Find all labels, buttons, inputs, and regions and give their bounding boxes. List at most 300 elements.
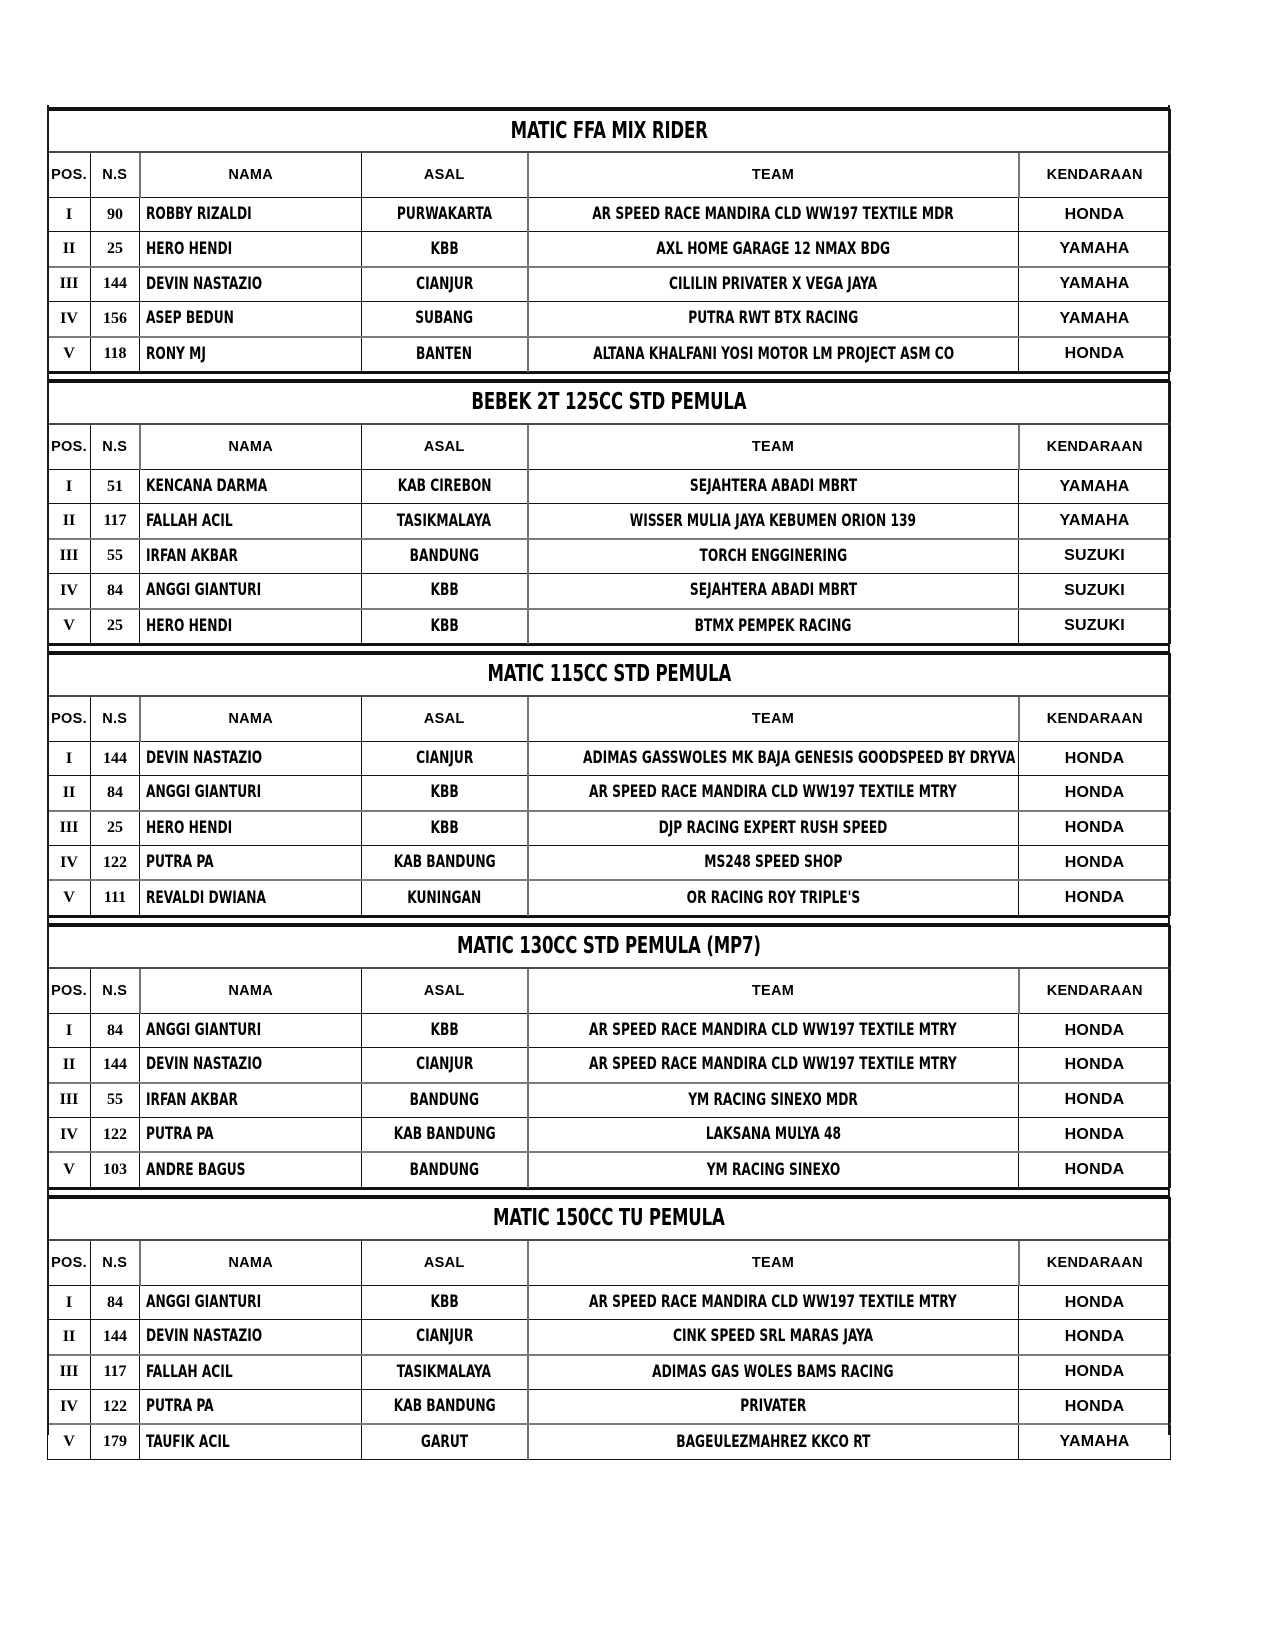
cell-name-text: PUTRA PA xyxy=(146,1124,214,1145)
section-spacer xyxy=(47,1188,1170,1197)
cell-start-number: 51 xyxy=(91,469,140,503)
cell-vehicle: HONDA xyxy=(1019,741,1171,775)
table-row xyxy=(48,776,1171,811)
cell-vehicle: HONDA xyxy=(1019,776,1171,811)
column-header-ns: N.S xyxy=(91,152,140,198)
cell-vehicle: HONDA xyxy=(1019,1285,1171,1319)
table-row xyxy=(48,1320,1171,1355)
table-row xyxy=(48,1083,1171,1118)
section-table-4 xyxy=(47,925,1171,1188)
table-row xyxy=(48,1355,1171,1390)
table-row xyxy=(48,741,1171,775)
section-title-cell xyxy=(48,382,1171,424)
section-spacer-bar xyxy=(47,916,1170,925)
cell-vehicle: HONDA xyxy=(1019,880,1171,915)
cell-team xyxy=(528,846,1019,881)
section-title-cell xyxy=(48,926,1171,968)
cell-team-text: TORCH ENGGINERING xyxy=(699,545,848,566)
cell-name-text: PUTRA PA xyxy=(146,1396,214,1417)
cell-name-text: ANGGI GIANTURI xyxy=(146,1292,262,1312)
cell-team xyxy=(528,1013,1019,1047)
table-row xyxy=(48,1389,1171,1424)
cell-team xyxy=(528,1118,1019,1153)
section-title: MATIC 130CC STD PEMULA (MP7) xyxy=(457,933,761,960)
cell-name xyxy=(140,198,362,232)
cell-name xyxy=(140,1285,362,1319)
table-row xyxy=(48,469,1171,503)
cell-team-text: AR SPEED RACE MANDIRA CLD WW197 TEXTILE MTRY xyxy=(589,1054,958,1075)
column-header-kendaraan: KENDARAAN xyxy=(1019,424,1171,470)
column-header-ns: N.S xyxy=(91,424,140,470)
cell-team-text: AR SPEED RACE MANDIRA CLD WW197 TEXTILE MTRY xyxy=(589,1292,958,1312)
cell-origin xyxy=(362,337,528,372)
column-header-ns: N.S xyxy=(91,968,140,1014)
cell-vehicle: HONDA xyxy=(1019,1118,1171,1153)
cell-name-text: FALLAH ACIL xyxy=(146,1361,233,1382)
results-sheet xyxy=(47,100,1170,1460)
column-header-row xyxy=(48,696,1171,742)
cell-position: IV xyxy=(48,1389,91,1424)
cell-name-text: PUTRA PA xyxy=(146,852,214,873)
section-spacer-bar xyxy=(47,372,1170,381)
table-row xyxy=(48,1285,1171,1319)
cell-origin xyxy=(362,1048,528,1083)
cell-start-number: 156 xyxy=(91,302,140,337)
column-header-kendaraan: KENDARAAN xyxy=(1019,152,1171,198)
column-header-team: TEAM xyxy=(528,424,1019,470)
table-row xyxy=(48,232,1171,267)
cell-team-text: PRIVATER xyxy=(740,1396,807,1417)
column-header-ns: N.S xyxy=(91,1240,140,1286)
cell-origin xyxy=(362,1083,528,1118)
column-header-asal: ASAL xyxy=(362,152,528,198)
cell-origin xyxy=(362,741,528,775)
cell-origin xyxy=(362,1285,528,1319)
section-title-cell xyxy=(48,110,1171,152)
column-header-pos: POS. xyxy=(48,424,91,470)
section-spacer-bar xyxy=(47,100,1170,109)
cell-vehicle: YAMAHA xyxy=(1019,469,1171,503)
column-header-row xyxy=(48,424,1171,470)
cell-origin-text: KAB BANDUNG xyxy=(393,852,496,873)
column-header-row xyxy=(48,152,1171,198)
cell-origin xyxy=(362,469,528,503)
column-header-kendaraan: KENDARAAN xyxy=(1019,696,1171,742)
cell-start-number: 144 xyxy=(91,741,140,775)
cell-team-text: LAKSANA MULYA 48 xyxy=(705,1124,841,1145)
cell-team xyxy=(528,469,1019,503)
cell-name xyxy=(140,1389,362,1424)
cell-start-number: 122 xyxy=(91,1118,140,1153)
cell-position: I xyxy=(48,1013,91,1047)
table-row xyxy=(48,811,1171,846)
section-spacer xyxy=(47,916,1170,925)
cell-team xyxy=(528,880,1019,915)
cell-start-number: 25 xyxy=(91,609,140,644)
cell-origin-text: BANDUNG xyxy=(409,1159,479,1180)
cell-origin xyxy=(362,609,528,644)
cell-team-text: MS248 SPEED SHOP xyxy=(704,852,843,873)
cell-start-number: 84 xyxy=(91,1013,140,1047)
cell-origin-text: KAB BANDUNG xyxy=(393,1124,496,1145)
section-title: MATIC 115CC STD PEMULA xyxy=(487,661,731,688)
cell-position: I xyxy=(48,741,91,775)
cell-position: V xyxy=(48,880,91,915)
cell-team-text: CILILIN PRIVATER X VEGA JAYA xyxy=(669,273,878,294)
section-spacer xyxy=(47,372,1170,381)
cell-position: III xyxy=(48,1355,91,1390)
cell-start-number: 111 xyxy=(91,880,140,915)
cell-name-text: DEVIN NASTAZIO xyxy=(146,1054,263,1075)
cell-team-text: SEJAHTERA ABADI MBRT xyxy=(689,580,857,601)
column-header-team: TEAM xyxy=(528,152,1019,198)
cell-name-text: ANGGI GIANTURI xyxy=(146,1020,262,1041)
cell-vehicle: SUZUKI xyxy=(1019,574,1171,609)
cell-origin-text: KAB BANDUNG xyxy=(393,1396,496,1417)
cell-team xyxy=(528,302,1019,337)
cell-origin xyxy=(362,880,528,915)
cell-origin-text: CIANJUR xyxy=(415,1054,473,1075)
cell-start-number: 144 xyxy=(91,1048,140,1083)
section-title-cell xyxy=(48,1198,1171,1240)
cell-origin-text: CIANJUR xyxy=(415,273,473,294)
cell-team-text: WISSER MULIA JAYA KEBUMEN ORION 139 xyxy=(630,510,917,531)
cell-vehicle: YAMAHA xyxy=(1019,504,1171,539)
cell-origin-text: BANTEN xyxy=(416,343,473,364)
cell-name-text: REVALDI DWIANA xyxy=(146,887,266,908)
cell-name-text: IRFAN AKBAR xyxy=(146,1089,238,1110)
cell-start-number: 118 xyxy=(91,337,140,372)
cell-origin-text: KBB xyxy=(430,1292,459,1312)
cell-vehicle: YAMAHA xyxy=(1019,302,1171,337)
column-header-team: TEAM xyxy=(528,696,1019,742)
cell-vehicle: YAMAHA xyxy=(1019,1424,1171,1459)
cell-team-text: OR RACING ROY TRIPLE'S xyxy=(686,887,860,908)
cell-origin xyxy=(362,1013,528,1047)
cell-start-number: 55 xyxy=(91,539,140,574)
cell-name xyxy=(140,302,362,337)
table-row xyxy=(48,337,1171,372)
cell-team xyxy=(528,1152,1019,1187)
cell-position: IV xyxy=(48,574,91,609)
cell-position: IV xyxy=(48,1118,91,1153)
cell-position: II xyxy=(48,1048,91,1083)
cell-start-number: 25 xyxy=(91,811,140,846)
cell-start-number: 122 xyxy=(91,1389,140,1424)
cell-name-text: ANDRE BAGUS xyxy=(146,1159,246,1180)
section-title-cell xyxy=(48,654,1171,696)
table-row xyxy=(48,504,1171,539)
cell-team-text: YM RACING SINEXO xyxy=(706,1159,841,1180)
cell-vehicle: HONDA xyxy=(1019,1048,1171,1083)
cell-name-text: HERO HENDI xyxy=(146,238,233,259)
cell-origin xyxy=(362,811,528,846)
cell-team xyxy=(528,811,1019,846)
cell-start-number: 90 xyxy=(91,198,140,232)
cell-origin-text: KBB xyxy=(430,580,459,601)
cell-position: III xyxy=(48,267,91,302)
cell-origin-text: CIANJUR xyxy=(415,1326,473,1347)
cell-team xyxy=(528,504,1019,539)
cell-team xyxy=(528,574,1019,609)
cell-team-text: AXL HOME GARAGE 12 NMAX BDG xyxy=(656,238,891,259)
cell-team xyxy=(528,1083,1019,1118)
cell-team xyxy=(528,1389,1019,1424)
table-row xyxy=(48,1118,1171,1153)
cell-name xyxy=(140,811,362,846)
column-header-asal: ASAL xyxy=(362,1240,528,1286)
cell-team-text: AR SPEED RACE MANDIRA CLD WW197 TEXTILE MTRY xyxy=(589,1020,958,1041)
cell-position: V xyxy=(48,1152,91,1187)
section-table-5 xyxy=(47,1197,1171,1460)
section-table-3 xyxy=(47,653,1171,916)
cell-origin xyxy=(362,1320,528,1355)
cell-team-text: AR SPEED RACE MANDIRA CLD WW197 TEXTILE MTRY xyxy=(589,782,958,803)
cell-team-text: ALTANA KHALFANI YOSI MOTOR LM PROJECT ASM CO xyxy=(592,343,954,364)
cell-position: I xyxy=(48,198,91,232)
cell-team xyxy=(528,1424,1019,1459)
cell-origin xyxy=(362,302,528,337)
cell-origin-text: KBB xyxy=(430,1020,459,1041)
cell-origin-text: BANDUNG xyxy=(409,1089,479,1110)
table-row xyxy=(48,302,1171,337)
sheet-left-rule xyxy=(47,105,49,1435)
cell-name-text: TAUFIK ACIL xyxy=(146,1431,230,1452)
column-header-nama: NAMA xyxy=(140,1240,362,1286)
cell-name xyxy=(140,1083,362,1118)
cell-position: V xyxy=(48,1424,91,1459)
cell-start-number: 179 xyxy=(91,1424,140,1459)
table-row xyxy=(48,198,1171,232)
cell-origin-text: BANDUNG xyxy=(409,545,479,566)
cell-origin-text: PURWAKARTA xyxy=(396,204,492,225)
cell-team xyxy=(528,741,1019,775)
cell-position: I xyxy=(48,469,91,503)
cell-vehicle: HONDA xyxy=(1019,1083,1171,1118)
column-header-asal: ASAL xyxy=(362,696,528,742)
cell-origin-text: KBB xyxy=(430,615,459,636)
cell-team xyxy=(528,609,1019,644)
cell-position: IV xyxy=(48,302,91,337)
cell-team xyxy=(528,267,1019,302)
cell-name xyxy=(140,846,362,881)
table-row xyxy=(48,574,1171,609)
cell-position: II xyxy=(48,232,91,267)
section-spacer-bar xyxy=(47,1188,1170,1197)
cell-vehicle: HONDA xyxy=(1019,1355,1171,1390)
cell-start-number: 117 xyxy=(91,1355,140,1390)
section-table-1 xyxy=(47,109,1171,372)
cell-origin xyxy=(362,846,528,881)
cell-start-number: 25 xyxy=(91,232,140,267)
column-header-row xyxy=(48,968,1171,1014)
cell-origin xyxy=(362,1389,528,1424)
section-title-row xyxy=(48,382,1171,424)
column-header-nama: NAMA xyxy=(140,424,362,470)
column-header-team: TEAM xyxy=(528,968,1019,1014)
cell-vehicle: HONDA xyxy=(1019,846,1171,881)
cell-team-text: BTMX PEMPEK RACING xyxy=(694,615,852,636)
cell-name xyxy=(140,1355,362,1390)
cell-name xyxy=(140,1118,362,1153)
cell-team-text: YM RACING SINEXO MDR xyxy=(688,1089,859,1110)
cell-origin xyxy=(362,232,528,267)
cell-team xyxy=(528,539,1019,574)
cell-vehicle: HONDA xyxy=(1019,811,1171,846)
cell-origin xyxy=(362,1152,528,1187)
column-header-team: TEAM xyxy=(528,1240,1019,1286)
cell-vehicle: SUZUKI xyxy=(1019,609,1171,644)
cell-position: II xyxy=(48,1320,91,1355)
cell-name xyxy=(140,609,362,644)
column-header-pos: POS. xyxy=(48,1240,91,1286)
cell-position: III xyxy=(48,811,91,846)
cell-team-text: AR SPEED RACE MANDIRA CLD WW197 TEXTILE MDR xyxy=(592,204,954,225)
column-header-ns: N.S xyxy=(91,696,140,742)
cell-name-text: IRFAN AKBAR xyxy=(146,545,238,566)
cell-origin xyxy=(362,1424,528,1459)
cell-position: I xyxy=(48,1285,91,1319)
cell-name xyxy=(140,469,362,503)
cell-name xyxy=(140,539,362,574)
cell-position: V xyxy=(48,337,91,372)
cell-start-number: 84 xyxy=(91,776,140,811)
cell-origin-text: KBB xyxy=(430,817,459,838)
sheet-right-rule xyxy=(1168,105,1170,1435)
cell-position: III xyxy=(48,1083,91,1118)
cell-name-text: ANGGI GIANTURI xyxy=(146,782,262,803)
cell-name-text: HERO HENDI xyxy=(146,817,233,838)
cell-start-number: 103 xyxy=(91,1152,140,1187)
cell-name xyxy=(140,1013,362,1047)
cell-vehicle: HONDA xyxy=(1019,1389,1171,1424)
cell-team-text: SEJAHTERA ABADI MBRT xyxy=(689,476,857,497)
cell-origin-text: TASIKMALAYA xyxy=(397,1361,492,1382)
column-header-asal: ASAL xyxy=(362,968,528,1014)
cell-team xyxy=(528,776,1019,811)
cell-origin-text: KAB CIREBON xyxy=(397,476,492,497)
cell-name xyxy=(140,232,362,267)
cell-name-text: HERO HENDI xyxy=(146,615,233,636)
cell-vehicle: HONDA xyxy=(1019,1320,1171,1355)
cell-name xyxy=(140,337,362,372)
cell-origin-text: SUBANG xyxy=(415,308,474,329)
cell-team-text: CINK SPEED SRL MARAS JAYA xyxy=(673,1326,874,1347)
cell-name-text: KENCANA DARMA xyxy=(146,476,268,497)
section-title: BEBEK 2T 125CC STD PEMULA xyxy=(471,389,747,416)
cell-team-text: BAGEULEZMAHREZ KKCO RT xyxy=(676,1431,871,1452)
cell-origin xyxy=(362,539,528,574)
table-row xyxy=(48,880,1171,915)
cell-name-text: DEVIN NASTAZIO xyxy=(146,1326,263,1347)
section-title-row xyxy=(48,654,1171,696)
section-title-row xyxy=(48,1198,1171,1240)
cell-name xyxy=(140,880,362,915)
section-title: MATIC FFA MIX RIDER xyxy=(510,117,708,144)
cell-start-number: 55 xyxy=(91,1083,140,1118)
section-spacer xyxy=(47,100,1170,109)
cell-origin-text: TASIKMALAYA xyxy=(397,510,492,531)
cell-team-text: DJP RACING EXPERT RUSH SPEED xyxy=(658,817,888,838)
table-row xyxy=(48,1424,1171,1459)
cell-team xyxy=(528,198,1019,232)
cell-origin-text: GARUT xyxy=(420,1431,468,1452)
cell-name xyxy=(140,504,362,539)
table-row xyxy=(48,1013,1171,1047)
cell-vehicle: YAMAHA xyxy=(1019,267,1171,302)
cell-position: III xyxy=(48,539,91,574)
cell-start-number: 144 xyxy=(91,1320,140,1355)
cell-name-text: ROBBY RIZALDI xyxy=(146,204,252,225)
cell-position: II xyxy=(48,504,91,539)
cell-name xyxy=(140,574,362,609)
section-spacer xyxy=(47,644,1170,653)
cell-name-text: FALLAH ACIL xyxy=(146,510,233,531)
table-row xyxy=(48,267,1171,302)
cell-origin xyxy=(362,776,528,811)
cell-vehicle: YAMAHA xyxy=(1019,232,1171,267)
column-header-kendaraan: KENDARAAN xyxy=(1019,1240,1171,1286)
cell-name-text: ANGGI GIANTURI xyxy=(146,580,262,601)
cell-origin-text: KUNINGAN xyxy=(407,887,482,908)
table-row xyxy=(48,609,1171,644)
cell-name-text: DEVIN NASTAZIO xyxy=(146,748,263,769)
cell-start-number: 117 xyxy=(91,504,140,539)
cell-start-number: 84 xyxy=(91,1285,140,1319)
table-row xyxy=(48,846,1171,881)
cell-position: II xyxy=(48,776,91,811)
cell-start-number: 122 xyxy=(91,846,140,881)
cell-name xyxy=(140,1048,362,1083)
column-header-asal: ASAL xyxy=(362,424,528,470)
cell-name-text: RONY MJ xyxy=(146,343,206,364)
column-header-pos: POS. xyxy=(48,968,91,1014)
cell-vehicle: SUZUKI xyxy=(1019,539,1171,574)
cell-name xyxy=(140,1424,362,1459)
section-title-row xyxy=(48,926,1171,968)
cell-name xyxy=(140,776,362,811)
cell-origin-text: CIANJUR xyxy=(415,748,473,769)
cell-origin xyxy=(362,198,528,232)
cell-origin xyxy=(362,504,528,539)
cell-team-text: PUTRA RWT BTX RACING xyxy=(688,308,859,329)
cell-start-number: 84 xyxy=(91,574,140,609)
cell-position: IV xyxy=(48,846,91,881)
cell-team xyxy=(528,1048,1019,1083)
cell-origin-text: KBB xyxy=(430,782,459,803)
cell-vehicle: HONDA xyxy=(1019,1013,1171,1047)
column-header-kendaraan: KENDARAAN xyxy=(1019,968,1171,1014)
cell-origin-text: KBB xyxy=(430,238,459,259)
column-header-nama: NAMA xyxy=(140,696,362,742)
cell-name xyxy=(140,267,362,302)
cell-origin xyxy=(362,267,528,302)
cell-vehicle: HONDA xyxy=(1019,198,1171,232)
table-row xyxy=(48,1152,1171,1187)
cell-start-number: 144 xyxy=(91,267,140,302)
cell-origin xyxy=(362,1355,528,1390)
cell-team-text: ADIMAS GAS WOLES BAMS RACING xyxy=(652,1361,894,1382)
cell-team xyxy=(528,1355,1019,1390)
cell-team xyxy=(528,232,1019,267)
cell-origin xyxy=(362,574,528,609)
table-row xyxy=(48,1048,1171,1083)
cell-name xyxy=(140,741,362,775)
section-spacer-bar xyxy=(47,644,1170,653)
cell-team xyxy=(528,1320,1019,1355)
cell-name-text: ASEP BEDUN xyxy=(146,308,234,329)
cell-name-text: DEVIN NASTAZIO xyxy=(146,273,263,294)
